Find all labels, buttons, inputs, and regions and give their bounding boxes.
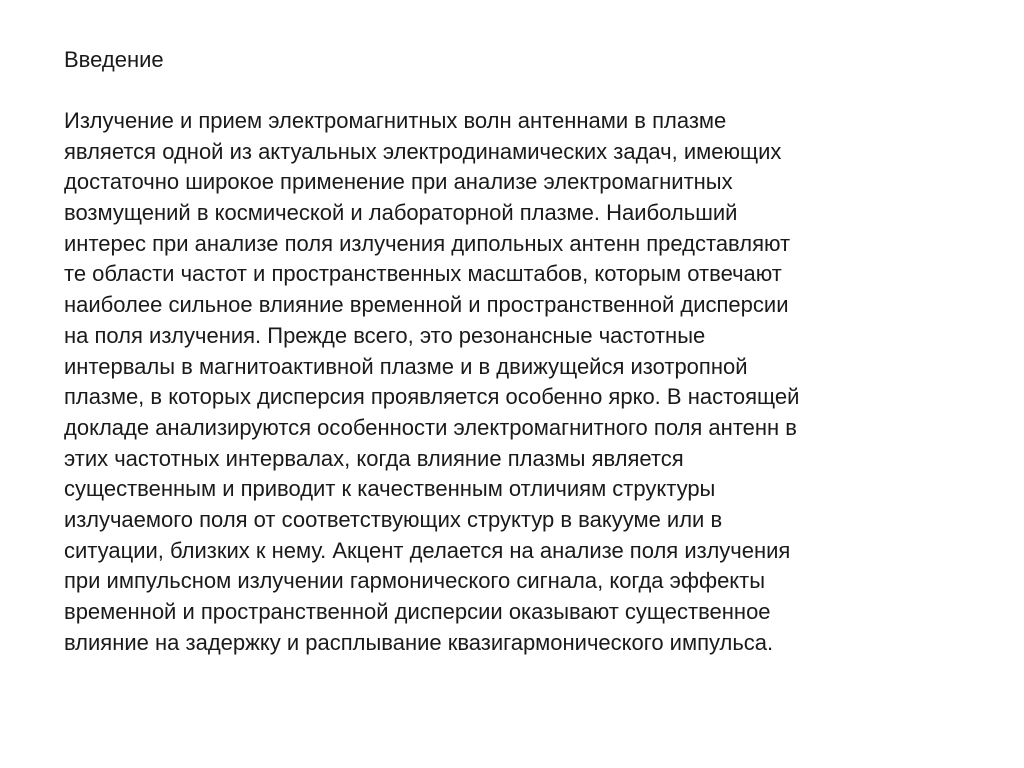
text-line: интерес при анализе поля излучения дипольных антенн представляют [64, 230, 791, 256]
text-line: является одной из актуальных электродинамических задач, имеющих [64, 138, 782, 164]
text-line: излучаемого поля от соответствующих структур в вакууме или в [64, 506, 723, 532]
text-line: достаточно широкое применение при анализе электромагнитных [64, 169, 733, 195]
section-heading: Введение [64, 47, 164, 72]
text-line: те области частот и пространственных масштабов, которым отвечают [64, 261, 782, 287]
text-line: плазме, в которых дисперсия проявляется особенно ярко. В настоящей [64, 384, 800, 410]
text-line: возмущений в космической и лабораторной плазме. Наибольший [64, 200, 738, 226]
text-line: при импульсном излучении гармонического сигнала, когда эффекты [64, 568, 766, 594]
text-line: существенным и приводит к качественным отличиям структуры [64, 476, 716, 502]
text-line: докладе анализируются особенности электромагнитного поля антенн в [64, 414, 797, 440]
text-line: этих частотных интервалах, когда влияние плазмы является [64, 445, 684, 471]
body-paragraph [64, 106, 1004, 658]
text-line: временной и пространственной дисперсии оказывают существенное [64, 599, 771, 624]
text-line: интервалы в магнитоактивной плазме и в движущейся изотропной [64, 353, 748, 379]
text-line: на поля излучения. Прежде всего, это резонансные частотные [64, 322, 706, 348]
text-line: наиболее сильное влияние временной и пространственной дисперсии [64, 292, 789, 318]
text-line: Излучение и прием электромагнитных волн антеннами в плазме [64, 108, 727, 133]
text-line: ситуации, близких к нему. Акцент делается на анализе поля излучения [64, 537, 791, 563]
text-line: влияние на задержку и расплывание квазигармонического импульса. [64, 629, 774, 655]
